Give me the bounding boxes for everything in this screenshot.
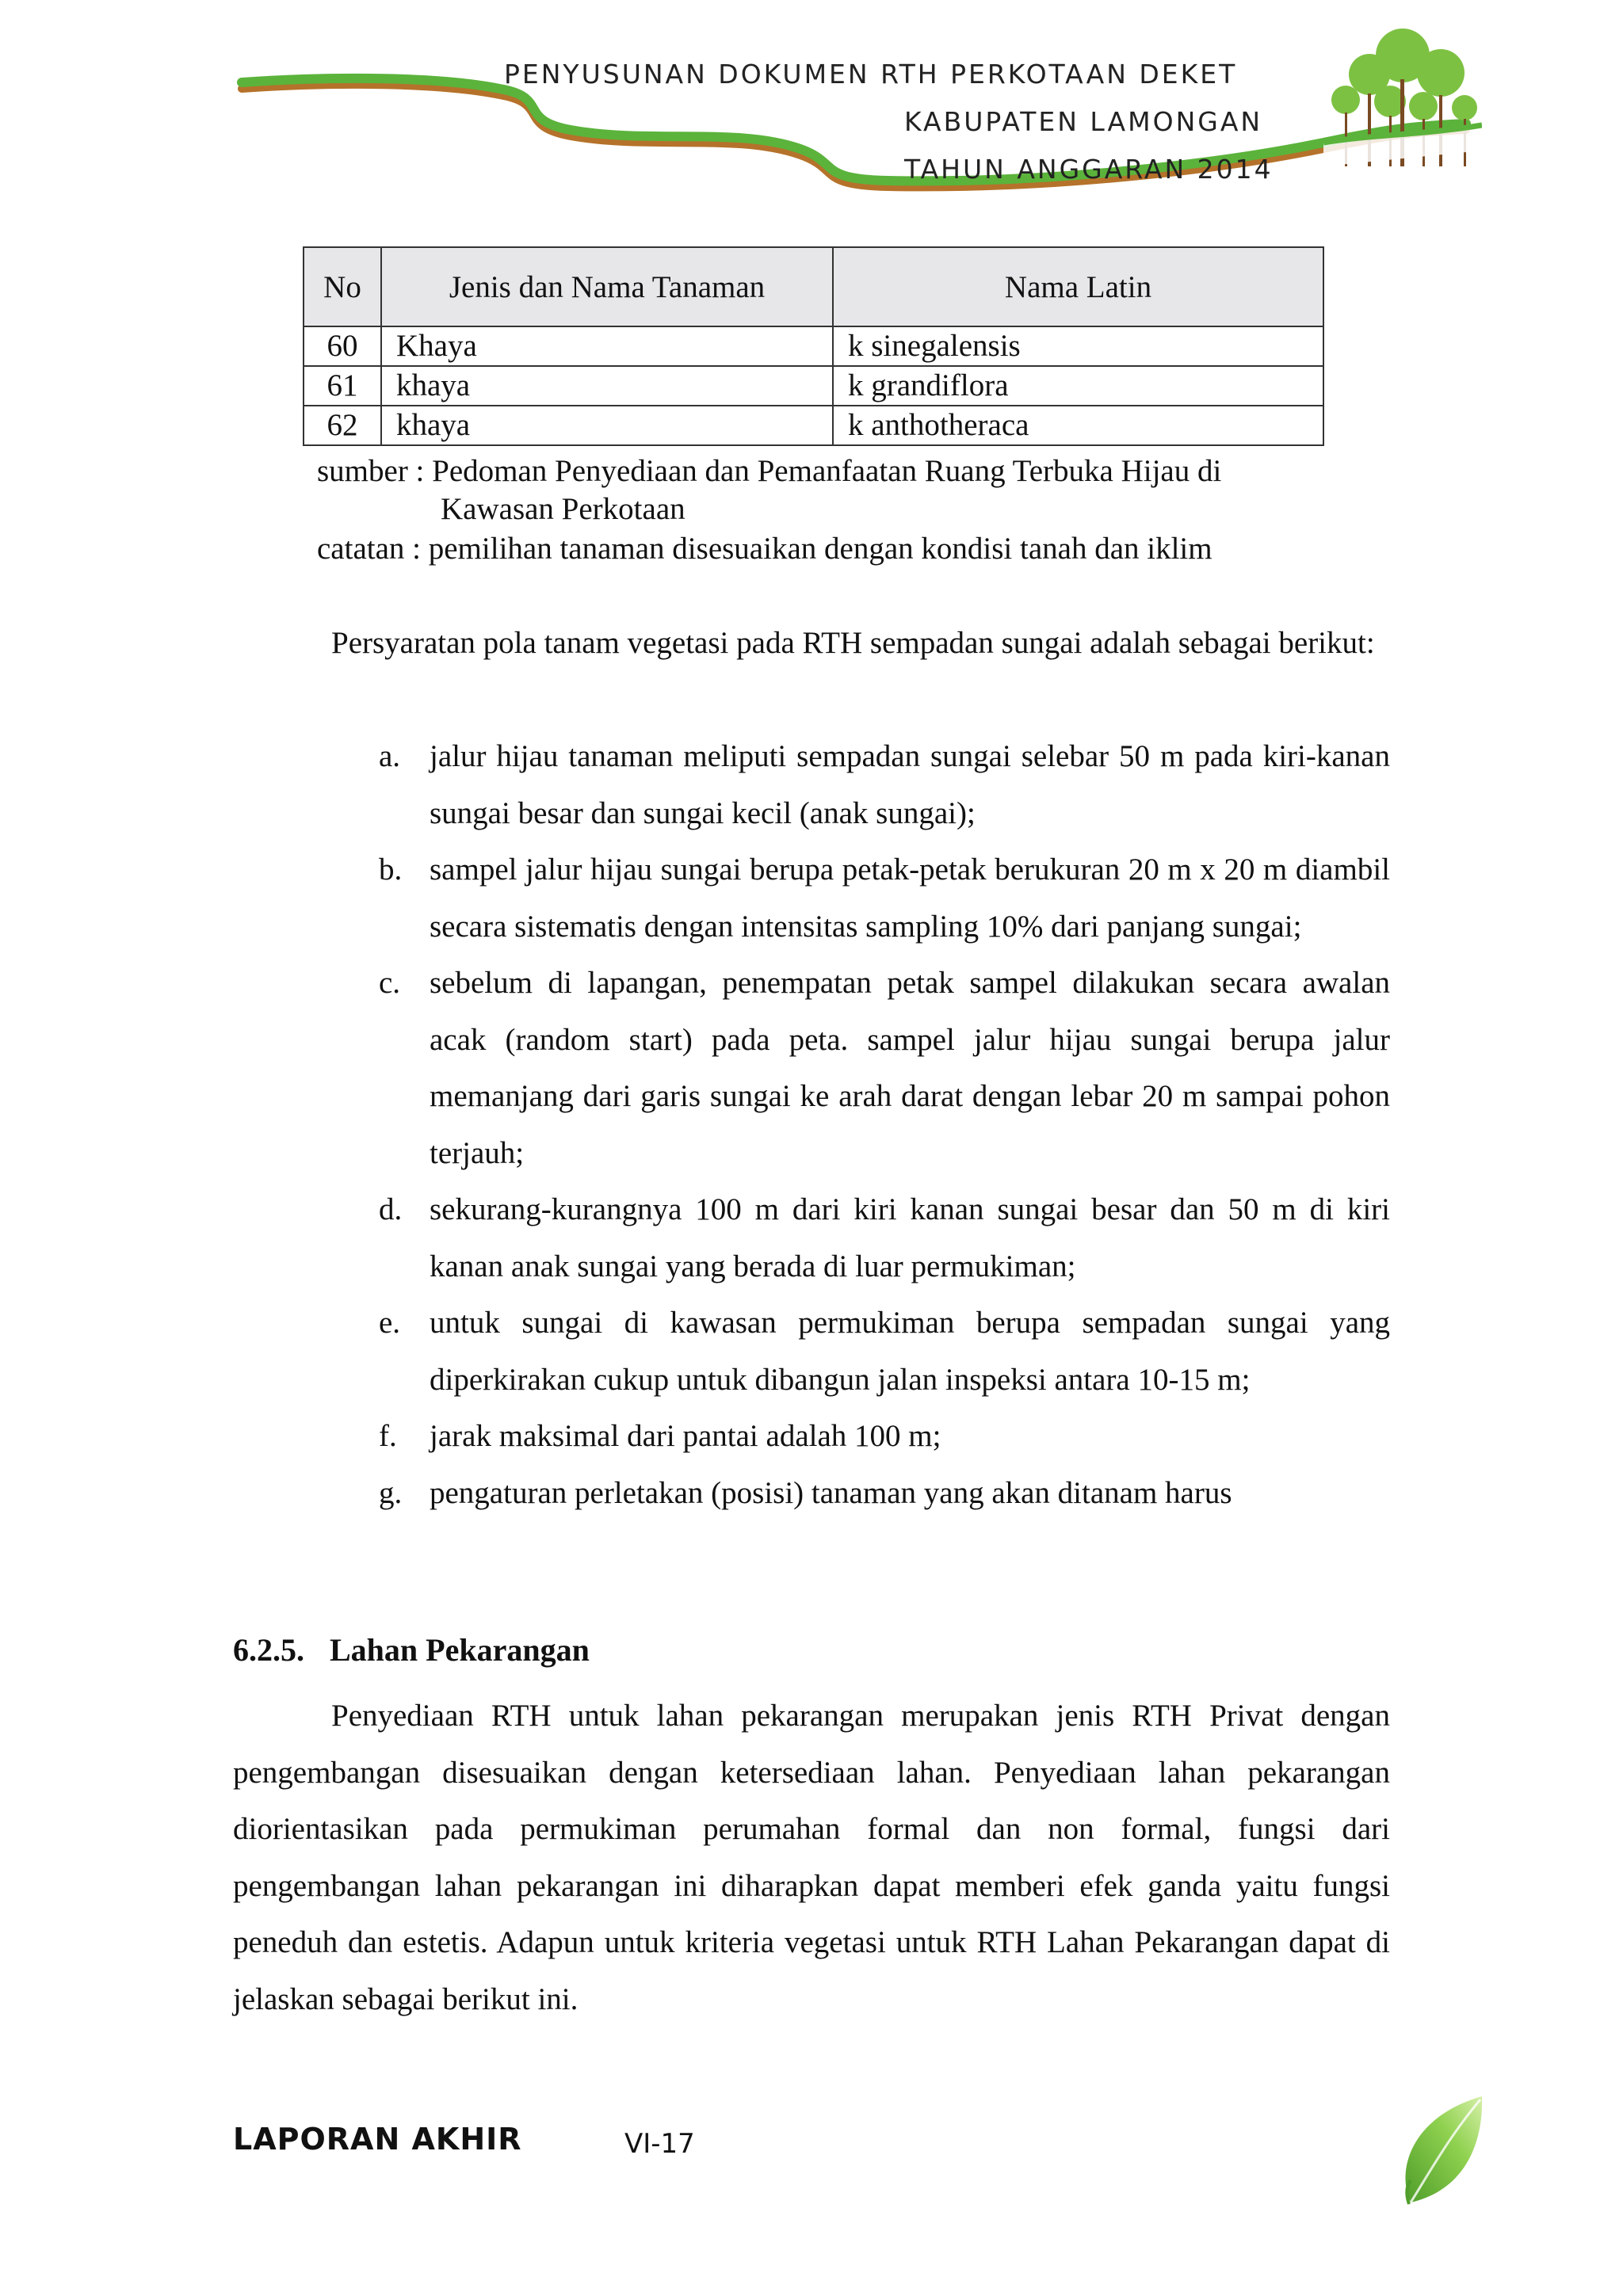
cell-name: khaya <box>381 366 833 406</box>
trees-logo-icon <box>1323 24 1482 190</box>
cell-latin: k grandiflora <box>833 366 1323 406</box>
cell-latin: k anthotheraca <box>833 406 1323 445</box>
cell-name: Khaya <box>381 326 833 366</box>
footer-label: LAPORAN AKHIR <box>233 2122 522 2157</box>
intro-paragraph: Persyaratan pola tanam vegetasi pada RTH sempadan sungai adalah sebagai berikut: <box>331 626 1375 660</box>
table-row <box>304 366 1323 406</box>
list-item-text: sampel jalur hijau sungai berupa petak-petak berukuran 20 m x 20 m diambil secara sistematis dengan intensitas sampling 10% dari panjang sungai; <box>430 852 1390 944</box>
list-marker: d. <box>379 1192 403 1226</box>
list-marker: f. <box>379 1419 397 1453</box>
table-row <box>304 326 1323 366</box>
list-item <box>379 1408 1390 1465</box>
cell-latin: k sinegalensis <box>833 326 1323 366</box>
plant-table <box>303 246 1324 446</box>
list-item <box>379 728 1390 841</box>
header-title-line1: PENYUSUNAN DOKUMEN RTH PERKOTAAN DEKET <box>504 59 1238 90</box>
page-header <box>0 0 1623 206</box>
cell-no: 61 <box>304 366 381 406</box>
table-row <box>304 406 1323 445</box>
list-item <box>379 1181 1390 1295</box>
cell-no: 60 <box>304 326 381 366</box>
column-header-name: Jenis dan Nama Tanaman <box>381 247 833 326</box>
section-title: Lahan Pekarangan <box>330 1632 590 1668</box>
list-item-text: untuk sungai di kawasan permukiman berupa sempadan sungai yang diperkirakan cukup untuk dibangun jalan inspeksi antara 10-15 m; <box>430 1306 1390 1397</box>
column-header-no: No <box>304 247 381 326</box>
list-item-text: jalur hijau tanaman meliputi sempadan sungai selebar 50 m pada kiri-kanan sungai besar dan sungai kecil (anak sungai); <box>430 739 1390 830</box>
list-item-text: sekurang-kurangnya 100 m dari kiri kanan sungai besar dan 50 m di kiri kanan anak sungai yang berada di luar permukiman; <box>430 1192 1390 1283</box>
header-title-line2: KABUPATEN LAMONGAN <box>904 106 1263 137</box>
list-item <box>379 955 1390 1181</box>
table-header-row <box>304 247 1323 326</box>
section-heading <box>233 1631 590 1669</box>
list-item-text: jarak maksimal dari pantai adalah 100 m; <box>430 1419 941 1453</box>
list-marker: g. <box>379 1475 403 1510</box>
list-marker: b. <box>379 852 403 887</box>
section-number: 6.2.5. <box>233 1632 304 1668</box>
column-header-latin: Nama Latin <box>833 247 1323 326</box>
leaf-icon <box>1395 2092 1490 2210</box>
list-item <box>379 1295 1390 1408</box>
section-paragraph: Penyediaan RTH untuk lahan pekarangan merupakan jenis RTH Privat dengan pengembangan disesuaikan dengan ketersediaan lahan. Penyediaan lahan pekarangan diorientasikan pada permukiman perumahan formal dan non formal, fungsi dari pengembangan lahan pekarangan ini diharapkan dapat memberi efek ganda yaitu fungsi peneduh dan estetis. Adapun untuk kriteria vegetasi untuk RTH Lahan Pekarangan dapat di jelaskan sebagai berikut ini. <box>233 1699 1390 2016</box>
list-marker: e. <box>379 1306 401 1340</box>
requirements-list <box>379 728 1390 1521</box>
list-item-text: sebelum di lapangan, penempatan petak sampel dilakukan secara awalan acak (random start) pada peta. sampel jalur hijau sungai berupa jalur memanjang dari garis sungai ke arah darat dengan lebar 20 m sampai pohon terjauh; <box>430 966 1390 1170</box>
list-item <box>379 841 1390 955</box>
table-source-note-cont: Kawasan Perkotaan <box>441 492 685 526</box>
list-item <box>379 1465 1390 1522</box>
list-marker: a. <box>379 739 401 773</box>
page-number: VI-17 <box>624 2128 695 2160</box>
table-source-note: sumber : Pedoman Penyediaan dan Pemanfaatan Ruang Terbuka Hijau di <box>317 454 1222 488</box>
cell-no: 62 <box>304 406 381 445</box>
header-title-line3: TAHUN ANGGARAN 2014 <box>904 154 1274 185</box>
list-marker: c. <box>379 966 401 1000</box>
table-catatan-note: catatan : pemilihan tanaman disesuaikan dengan kondisi tanah dan iklim <box>317 532 1212 566</box>
cell-name: khaya <box>381 406 833 445</box>
list-item-text: pengaturan perletakan (posisi) tanaman yang akan ditanam harus <box>430 1475 1232 1510</box>
